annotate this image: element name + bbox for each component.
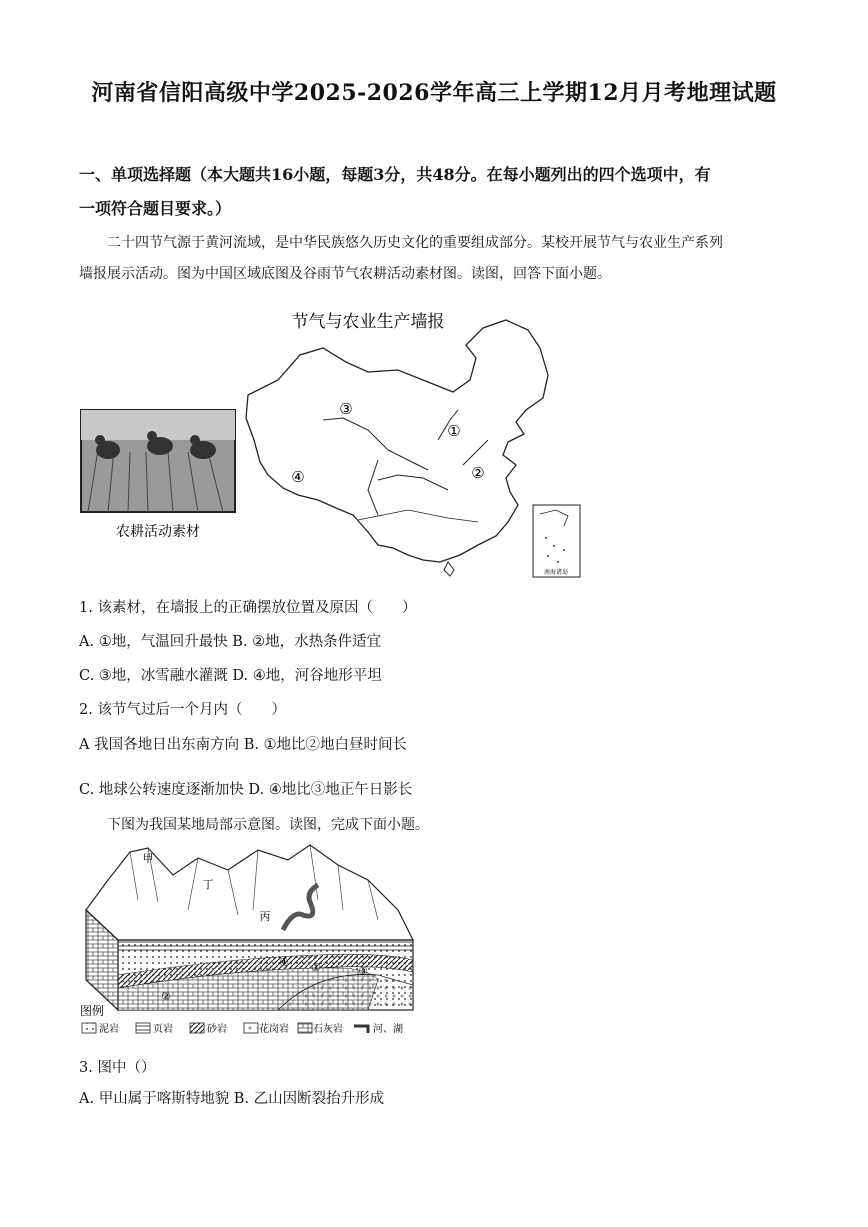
farming-photo <box>81 410 235 512</box>
marker-3: ③ <box>339 400 353 418</box>
legend-granite: 花岗岩 <box>259 1024 289 1035</box>
label-bing: 丙 <box>259 910 271 923</box>
intro-paragraph-2: 下图为我国某地局部示意图。读图，完成下面小题。 <box>107 817 429 833</box>
legend-title: 图例 <box>80 1004 105 1018</box>
marker-4: ④ <box>291 468 305 486</box>
china-map-outline <box>246 320 548 562</box>
legend-mudstone: 泥岩 <box>99 1024 119 1035</box>
question-1-options-ab: A. ①地，气温回升最快 B. ②地，水热条件适宜 <box>79 634 382 650</box>
marker-1: ① <box>447 422 461 440</box>
question-3-stem: 3. 图中（） <box>79 1060 156 1076</box>
question-1-stem: 1. 该素材，在墙报上的正确摆放位置及原因（ ） <box>79 600 417 616</box>
question-2-stem: 2. 该节气过后一个月内（ ） <box>79 702 286 718</box>
south-china-sea-inset <box>533 505 580 577</box>
geology-block-diagram <box>78 840 423 1040</box>
legend-shale: 页岩 <box>153 1024 173 1035</box>
intro-paragraph-1: 二十四节气源于黄河流域，是中华民族悠久历史文化的重要组成部分。某校开展节气与农业生产系列 墙报展示活动。图为中国区域底图及谷雨节气农耕活动素材图。读图，回答下面小题。 <box>79 235 723 282</box>
label-jia: 甲 <box>142 852 154 865</box>
section-heading: 一、单项选择题（本大题共16小题，每题3分，共48分。在每小题列出的四个选项中，有 一项符合题目要求。） <box>79 165 711 218</box>
inset-label: 南海诸岛 <box>543 569 569 576</box>
label-2: ② <box>161 990 171 1003</box>
poster-title: 节气与农业生产墙报 <box>291 312 445 332</box>
label-3: ③ <box>358 965 368 978</box>
page-title: 河南省信阳高级中学2025-2026学年高三上学期12月月考地理试题 <box>91 80 777 106</box>
legend-river-lake: 河、湖 <box>373 1024 403 1035</box>
question-2-options-ab: A 我国各地日出东南方向 B. ①地比②地白昼时间长 <box>79 737 408 753</box>
legend <box>82 1022 403 1035</box>
legend-sandstone: 砂岩 <box>207 1024 227 1035</box>
label-1: ① <box>311 961 321 974</box>
label-ding: 丁 <box>202 878 214 891</box>
legend-limestone: 石灰岩 <box>313 1024 343 1035</box>
wall-poster-figure <box>78 300 588 585</box>
question-2-options-cd: C. 地球公转速度逐渐加快 D. ④地比③地正午日影长 <box>79 782 413 798</box>
label-4: ④ <box>279 956 289 969</box>
question-3-options-ab: A. 甲山属于喀斯特地貌 B. 乙山因断裂抬升形成 <box>79 1091 385 1107</box>
question-1-options-cd: C. ③地，冰雪融水灌溉 D. ④地，河谷地形平坦 <box>79 668 382 684</box>
photo-caption: 农耕活动素材 <box>116 524 200 540</box>
marker-2: ② <box>471 464 485 482</box>
